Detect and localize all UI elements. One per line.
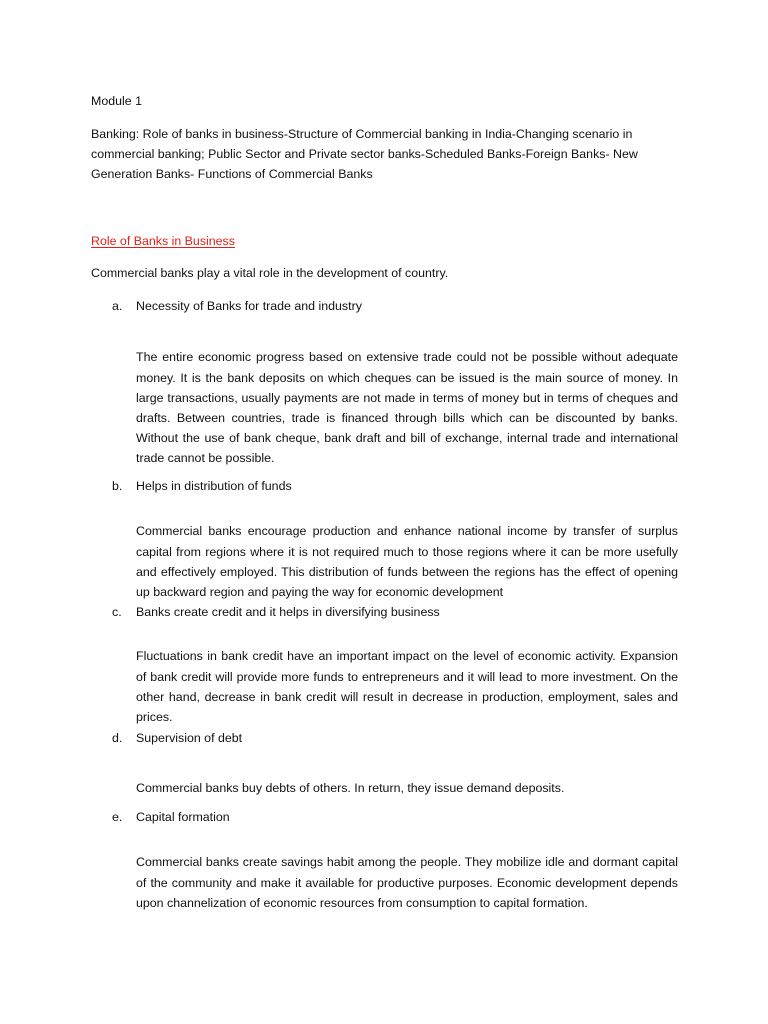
list-item-title: Banks create credit and it helps in diversifying business <box>136 605 440 619</box>
module-title: Module 1 <box>91 94 142 108</box>
list-item-body: Commercial banks encourage production and enhance national income by transfer of surplus capital from regions where it is not required much to those regions where it can be more usefully and effectively employed. This distribution of funds between the regions has the effect of opening up backward region and paying the way for economic development <box>136 524 678 599</box>
list-item-title: Capital formation <box>136 810 230 824</box>
intro-paragraph: Commercial banks play a vital role in the development of country. <box>91 266 449 280</box>
list-marker: c. <box>112 605 122 619</box>
list-item-body: The entire economic progress based on extensive trade could not be possible without adequate money. It is the bank deposits on which cheques can be issued is the main source of money. In large transactions, usually payments are not made in terms of money but in terms of cheques and drafts. Between countries, trade is financed through bills which can be discounted by banks. Without the use of bank cheque, bank draft and bill of exchange, internal trade and international trade cannot be possible. <box>136 350 678 466</box>
list-item-title: Supervision of debt <box>136 731 243 745</box>
section-heading: Role of Banks in Business <box>91 234 235 248</box>
list-marker: a. <box>112 299 123 313</box>
list-marker: d. <box>112 731 123 745</box>
list-item-body: Commercial banks create savings habit among the people. They mobilize idle and dormant capital of the community and make it available for productive purposes. Economic development depends upon channelization of economic resources from consumption to capital formation. <box>136 855 678 910</box>
list-item-body: Commercial banks buy debts of others. In return, they issue demand deposits. <box>136 781 565 796</box>
list-marker: e. <box>112 810 123 824</box>
list-item-body: Fluctuations in bank credit have an important impact on the level of economic activity. Expansion of bank credit will provide more funds to entrepreneurs and it will lead to more investment. On the other hand, decrease in bank credit will result in decrease in production, employment, sales and prices. <box>136 649 678 724</box>
syllabus-paragraph: Banking: Role of banks in business-Structure of Commercial banking in India-Changing scenario in commercial banking; Public Sector and Private sector banks-Scheduled Banks-Foreign Banks- New Generation Banks- Functions of Commercial Banks <box>91 127 638 181</box>
list-item-title: Helps in distribution of funds <box>136 479 292 493</box>
list-item-title: Necessity of Banks for trade and industry <box>136 299 362 313</box>
list-marker: b. <box>112 479 123 493</box>
